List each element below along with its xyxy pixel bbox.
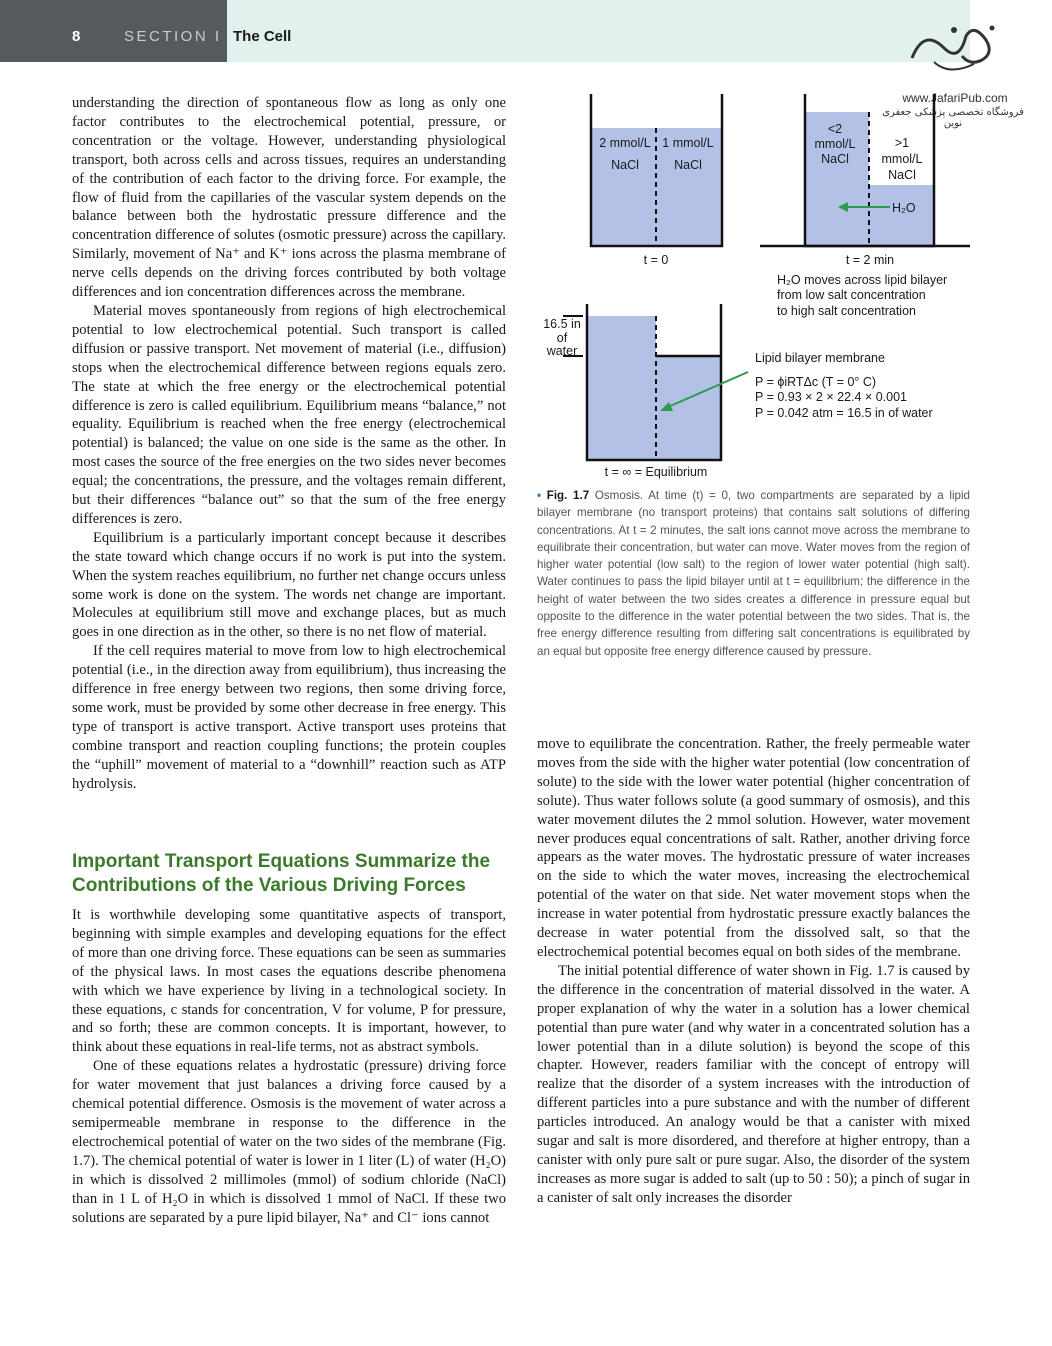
caption-text: Osmosis. At time (t) = 0, two compartments are separated by a lipid bilayer membrane (no transport proteins) that contains salt solutions of differing concentrations. At t = 2 minutes, the salt ions cannot move across the membrane to equilibrate their concentration, but water can move. Water moves from the region of higher water potential (low salt) to the region of lower water potential (high salt). Water continues to pass the lipid bilayer until at t = equilibrium; the difference in the height of water between the two sides creates a difference in pressure equal but opposite to the difference in the water potential between the two sides. That is, the free energy difference resulting from differing salt concentrations is equilibrated by an equal but opposite free energy difference caused by pressure. (537, 489, 970, 658)
paragraph-5: It is worthwhile developing some quantitative aspects of transport, beginning with simple examples and developing equations for the effect of more than one driving force. These equations can be seen as summaries of the physical laws. In most cases the equations describe phenomena with which we have experience by living in a technological society. In these equations, c stands for concentration, V for volume, P for pressure, and so forth; these are common concepts. It is important, however, to think about these equations in real-life terms, not as abstract symbols. (72, 907, 506, 1056)
t2-h2o-label: H₂O (892, 201, 916, 215)
t2-right-line1: >1 (894, 136, 910, 150)
publisher-logo-icon (904, 18, 1004, 78)
caption-label: Fig. 1.7 (546, 489, 590, 502)
paragraph-3: Equilibrium is a particularly important concept because it describes the state toward which change occurs if no work is put into the system. When the system reaches equilibrium, no further net change occurs unless some work is done on the system. The words net change are important. Molecules at equilibrium still move and exchange places, but as much goes in one direction as in the other, so there is no net flow of material. (72, 529, 506, 641)
t2-left-line2: mmol/L (814, 137, 856, 151)
equilibrium-label: t = ∞ = Equilibrium (604, 465, 708, 479)
t0-label: t = 0 (643, 253, 669, 267)
section-label: SECTION I (124, 28, 222, 45)
panel-t2 (760, 94, 970, 318)
t0-left-conc: 2 mmol/L (599, 136, 651, 150)
section-heading: Important Transport Equations Summarize the Contributions of the Various Driving Forces (72, 851, 491, 896)
paragraph-7: move to equilibrate the concentration. Rather, the freely permeable water moves from the side with the higher water potential (low concentration of solute) to the side with the lower water potential (higher concentration of solute). Thus water follows solute (a good summary of osmosis), and this water movement dilutes the 2 mmol solution. However, water movement never produces equal concentrations of salt. Rather, another driving force appears as the water moves. The hydrostatic pressure of water increases on the side to which the water moves, increasing the electrochemical potential of the water on that side. Net water movement stops when the increase in water potential from hydrostatic pressure exactly balances the decrease in water potential from the dissolved salt, so that the electrochemical potential becomes equal on both sides of the membrane. (537, 736, 970, 960)
figure-caption (537, 487, 970, 660)
t2-left-line3: NaCl (821, 152, 849, 166)
panel-t0 (591, 94, 722, 267)
equation-line1: P = ϕiRTΔc (T = 0° C) (755, 375, 877, 389)
left-column-top (72, 94, 506, 794)
t0-left-salt: NaCl (611, 158, 639, 172)
t0-right-salt: NaCl (674, 158, 702, 172)
membrane-label: Lipid bilayer membrane (755, 351, 885, 365)
paragraph-6: One of these equations relates a hydrostatic (pressure) driving force for water movement that just balances a driving force caused by a chemical potential difference. Osmosis is the movement of water across a semipermeable membrane in response to the difference in the electrochemical potential of water on the two sides of the membrane (Fig. 1.7). The chemical potential of water is lower in 1 liter (L) of water (H₂O) in which is dissolved 2 millimoles (mmol) of sodium chloride (NaCl) than in 1 L of H₂O in which is dissolved 1 mmol of NaCl. If these two solutions are separated by a pure lipid bilayer, Na⁺ and Cl⁻ ions cannot (72, 1058, 506, 1226)
height-line3: water (546, 344, 578, 358)
t2-desc-line1: H₂O moves across lipid bilayer (777, 273, 948, 287)
watermark-url: www.JafariPub.com (902, 91, 1008, 105)
left-column-bottom (72, 906, 506, 1227)
paragraph-1: understanding the direction of spontaneous flow as long as only one factor contributes to the electrochemical potential, pressure, or concentration or the voltage. However, understanding physiological transport, both across cells and across tissues, requires an understanding of the contribution of each factor to the driving force. For example, the flow of fluid from the capillaries of the vascular system depends on the balance between both the hydrostatic pressure difference and the concentration difference of solutes (osmotic pressure) across the capillary. Similarly, movement of Na⁺ and K⁺ ions across the plasma membrane of nerve cells depends on the driving forces contributed by both voltage differences and ion concentration differences across the membrane. (72, 95, 506, 301)
equation-line3: P = 0.042 atm = 16.5 in of water (755, 406, 933, 420)
height-line1: 16.5 in (543, 317, 581, 331)
height-line2: of (556, 331, 568, 345)
water-t2-right (869, 185, 934, 246)
paragraph-4: If the cell requires material to move from low to high electrochemical potential (i.e., in the direction away from equilibrium), thus increasing the difference in free energy between two regions, then some driving force, some work, must be provided by some other decrease in free energy. This type of transport is active transport. Active transport uses proteins that combine transport and reaction coupling functions; the protein couples the “uphill” movement of material to a “downhill” reaction such as ATP hydrolysis. (72, 643, 506, 792)
t2-left-line1: <2 (827, 122, 843, 136)
equation-line2: P = 0.93 × 2 × 22.4 × 0.001 (755, 390, 907, 404)
header-band (227, 0, 970, 62)
t0-right-conc: 1 mmol/L (662, 136, 714, 150)
t2-right-line3: NaCl (888, 168, 916, 182)
t2-desc-line3: to high salt concentration (777, 304, 916, 318)
page-number: 8 (72, 28, 81, 45)
t2-label: t = 2 min (845, 253, 895, 267)
watermark-subtitle: فروشگاه تخصصی پزشکی جعفری نوین (882, 107, 1024, 129)
right-column (537, 735, 970, 1208)
paragraph-8: The initial potential difference of water shown in Fig. 1.7 is caused by the difference in the concentration of material dissolved in the water. A proper explanation of why the water in a solution has a lower chemical potential than pure water (and why water in a concentrated solution has a lower potential than in a dilute solution) is beyond the scope of this chapter. However, readers familiar with the concept of entropy will realize that the disorder of a system increases with the introduction of different particles into a pure substance and with the number of different particles introduced. An analogy would be that a canister with mixed sugar and salt is more disordered, and therefore at higher entropy, than a canister with only pure salt or pure sugar. Also, the disorder of the system increases as more sugar is added to salt (up to 50 : 50); a pinch of sugar in a canister of salt only increases the disorder (537, 962, 970, 1206)
t2-desc-line2: from low salt concentration (777, 288, 926, 302)
water-eq-left (587, 316, 656, 460)
t2-right-line2: mmol/L (881, 152, 923, 166)
osmosis-figure (530, 80, 975, 485)
caption-bullet: • (537, 489, 542, 502)
paragraph-2: Material moves spontaneously from regions of high electrochemical potential to low electrochemical potential. Such transport is called diffusion or passive transport. Net movement of material (i.e., diffusion) stops when the electrochemical difference between regions equals zero. The state at which the free energy or the electrochemical potential difference is zero is called equilibrium. Equilibrium means “balance,” not equality. Equilibrium is reached when the free energy (electrochemical potential) is balanced; the value on one side is the same as the other. In most cases the source of the free energies on the two sides never becomes equal; the concentrations, the pressure, and the voltages remain different, but their differences “balance out” so that the sum of the free energy differences is zero. (72, 302, 506, 527)
chapter-title: The Cell (233, 28, 292, 45)
panel-equilibrium (543, 304, 932, 479)
